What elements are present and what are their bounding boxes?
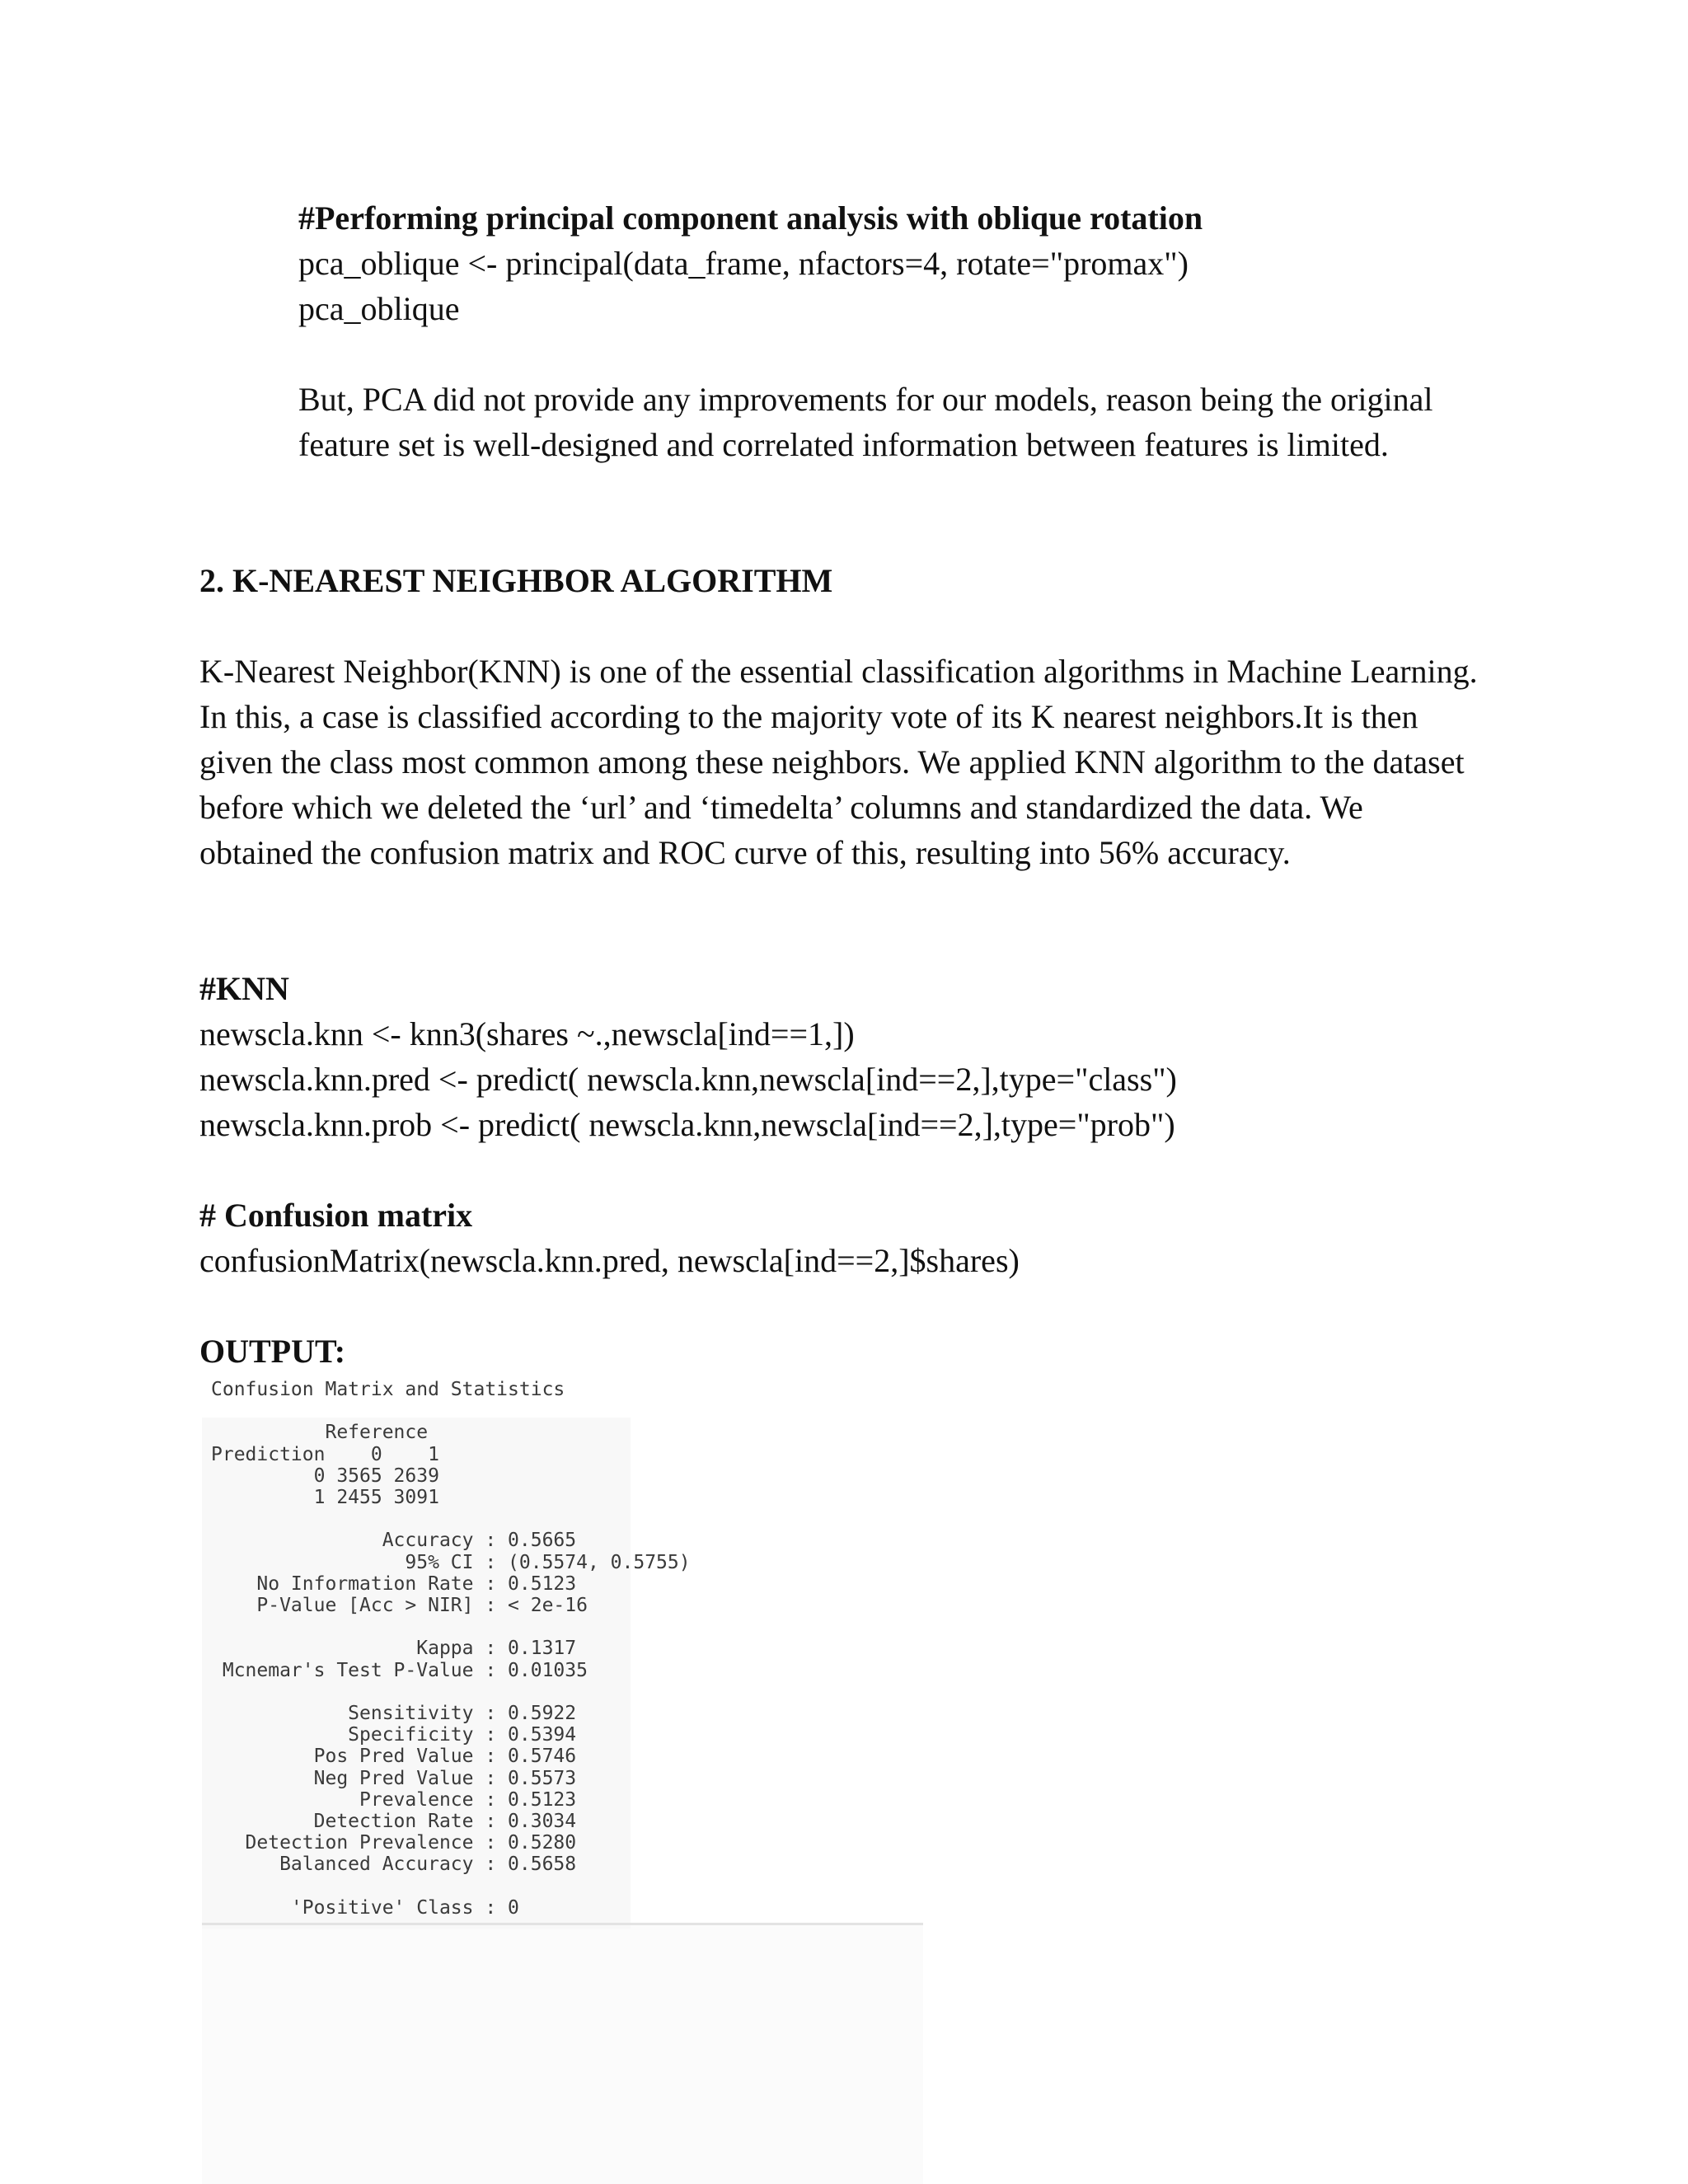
console-line — [211, 1400, 691, 1422]
confusion-heading: # Confusion matrix — [199, 1197, 473, 1234]
confusion-code-line: confusionMatrix(newscla.knn.pred, newscla[ind==2,]$shares) — [199, 1242, 1020, 1279]
paragraph-line: obtained the confusion matrix and ROC curve of this, resulting into 56% accuracy. — [199, 834, 1291, 871]
console-line: Pos Pred Value : 0.5746 — [211, 1746, 577, 1768]
pca-note-line: feature set is well-designed and correlated information between features is limited. — [298, 426, 1389, 463]
console-line — [211, 1876, 691, 1897]
console-line: Prevalence : 0.5123 — [211, 1788, 577, 1811]
console-line: Confusion Matrix and Statistics — [211, 1379, 565, 1400]
paragraph-line: K-Nearest Neighbor(KNN) is one of the essential classification algorithms in Machine Learning. — [199, 653, 1478, 690]
console-output — [211, 1379, 691, 1919]
console-line: Neg Pred Value : 0.5573 — [211, 1767, 577, 1789]
console-line: Detection Prevalence : 0.5280 — [211, 1832, 577, 1854]
knn-code-heading: #KNN — [199, 970, 289, 1007]
console-divider — [202, 1923, 923, 1925]
pca-code-line: pca_oblique — [298, 290, 460, 327]
console-line: 0 3565 2639 — [211, 1465, 439, 1487]
console-line: Kappa : 0.1317 — [211, 1638, 577, 1660]
console-line: 'Positive' Class : 0 — [211, 1896, 519, 1919]
console-line: Mcnemar's Test P-Value : 0.01035 — [211, 1659, 588, 1681]
console-line: Specificity : 0.5394 — [211, 1724, 577, 1746]
paragraph-line: In this, a case is classified according to the majority vote of its K nearest neighbors.It is then — [199, 698, 1418, 735]
knn-code-line: newscla.knn.prob <- predict( newscla.knn,newscla[ind==2,],type="prob") — [199, 1106, 1175, 1143]
console-line — [211, 1508, 691, 1530]
pca-note-line: But, PCA did not provide any improvements for our models, reason being the original — [298, 381, 1433, 418]
console-line: Balanced Accuracy : 0.5658 — [211, 1854, 577, 1876]
knn-code-line: newscla.knn.pred <- predict( newscla.knn,newscla[ind==2,],type="class") — [199, 1061, 1177, 1098]
output-label: OUTPUT: — [199, 1333, 346, 1370]
console-line: 95% CI : (0.5574, 0.5755) — [211, 1551, 691, 1573]
console-line: Sensitivity : 0.5922 — [211, 1703, 577, 1725]
section-title: 2. K-NEAREST NEIGHBOR ALGORITHM — [199, 562, 833, 599]
console-line: P-Value [Acc > NIR] : < 2e-16 — [211, 1595, 588, 1617]
pca-heading: #Performing principal component analysis with oblique rotation — [298, 199, 1203, 237]
console-line — [211, 1681, 691, 1703]
console-line — [211, 1616, 691, 1638]
paragraph-line: before which we deleted the ‘url’ and ‘timedelta’ columns and standardized the data. We — [199, 789, 1363, 826]
console-line: Detection Rate : 0.3034 — [211, 1811, 577, 1833]
console-line: Prediction 0 1 — [211, 1443, 439, 1465]
knn-code-line: newscla.knn <- knn3(shares ~.,newscla[ind==1,]) — [199, 1015, 855, 1052]
console-line: No Information Rate : 0.5123 — [211, 1572, 577, 1595]
console-line: 1 2455 3091 — [211, 1487, 439, 1509]
pca-code-line: pca_oblique <- principal(data_frame, nfactors=4, rotate="promax") — [298, 245, 1189, 282]
paragraph-line: given the class most common among these neighbors. We applied KNN algorithm to the dataset — [199, 743, 1465, 780]
console-line: Reference — [211, 1422, 429, 1444]
console-line: Accuracy : 0.5665 — [211, 1530, 577, 1552]
